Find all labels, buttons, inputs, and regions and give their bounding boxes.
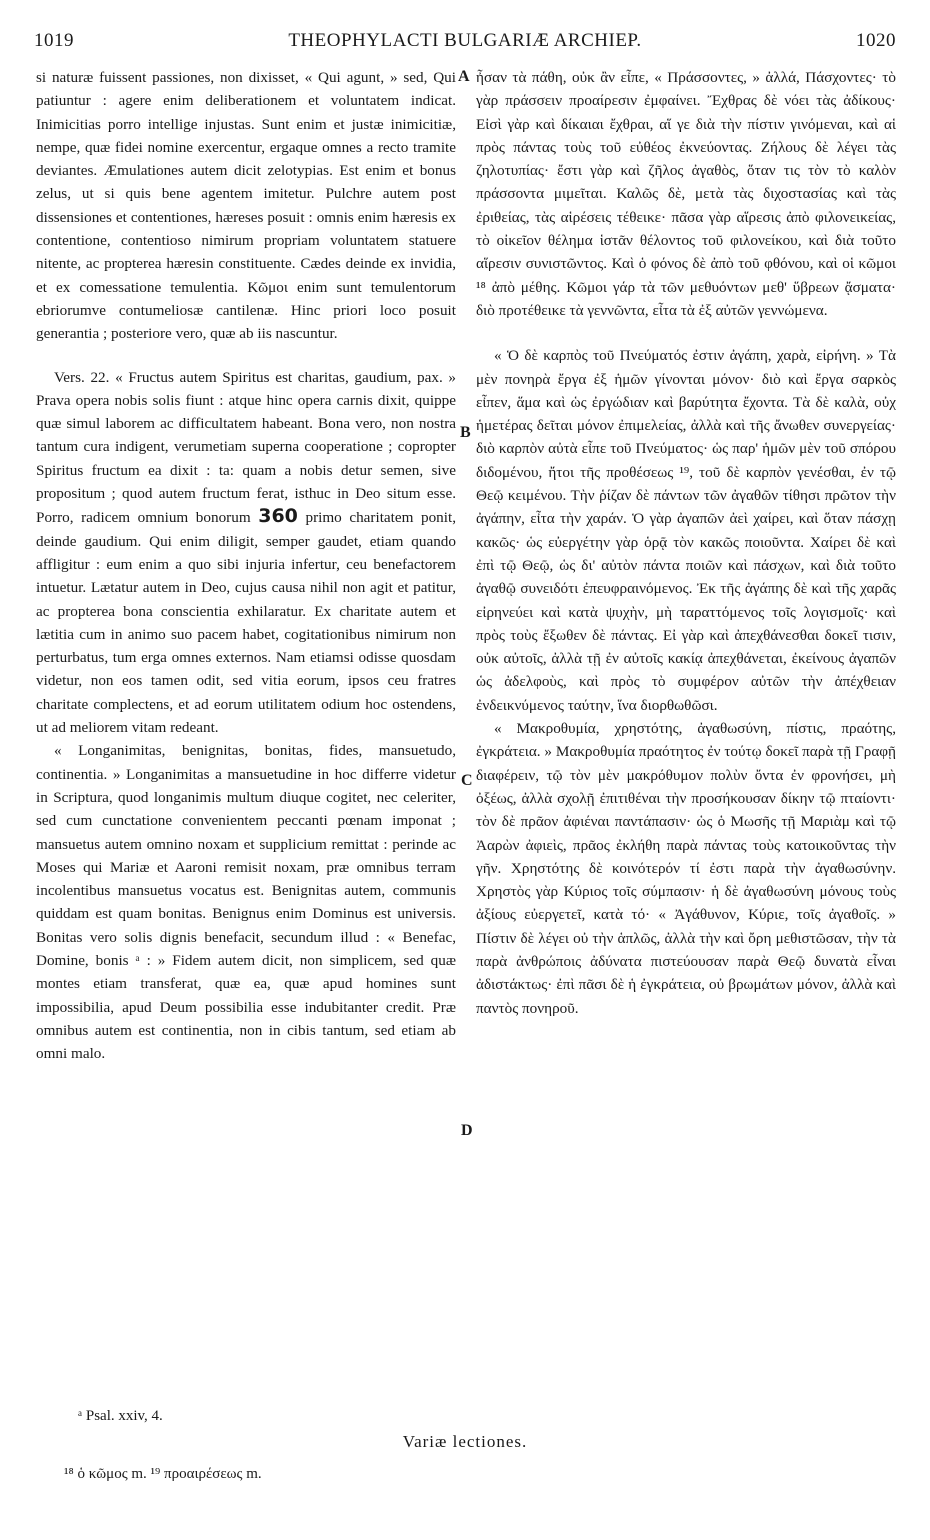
latin-paragraph-3: « Longanimitas, benignitas, bonitas, fides, mansuetudo, continentia. » Longanimitas a mansuetudine in hoc differre videtur in Scriptura, quod longanimis multum diuque cogitet, nec celeriter, sed cum cunctatione convenientem peccanti pœnam imponat ; mansuetus autem omnino noxam et supplicium remittat : perinde ac Moses qui Mariæ et Aaroni remisit noxam, præ omnibus terram incolentibus mansuetus vocatus est. Benignitas autem, communis quiddam est quam bonitas. Benignus enim Dominus est universis. Bonitas vero solis dignis benefacit, secundum illud : « Benefac, Domine, bonis ᵃ : » Fidem autem dicit, non simplicem, sed quæ montes etiam transferat, quæ ea, quæ apud homines sunt impossibilia, apud Deum possibilia esse indubitanter credit. Præ omnibus autem est continentia, non in cibis tantum, sed etiam ab omni malo.: [36, 742, 456, 1063]
running-title: THEOPHYLACTI BULGARIÆ ARCHIEP.: [288, 30, 642, 51]
page-number-right: 1020: [856, 30, 896, 51]
latin-paragraph-2: [36, 366, 456, 740]
margin-page-number: 360: [258, 505, 298, 528]
latin-paragraph-1: si naturæ fuissent passiones, non dixisset, « Qui agunt, » sed, Qui patiuntur : agere enim deliberationem et voluntatem indicat. Inimicitias porro intellige injustas. Sunt enim et justæ inimicitiæ, nempe, quæ fidei nomine exercentur, ergaque omnes a recto tramite deviantes. Æmulationes autem dicit zelotypias. Est enim et bonus zelus, ut si quis bene agentem imitetur. Pulchre autem post dissensiones et contentiones, hæreses posuit : omnis enim hæresis ex contentione, contentioso nimirum propriam voluntatem statuere nitente, ac propterea hæresin constituente. Cædes deinde ex invidia, et ex comessatione temulentia. Κῶμοι enim sunt temulentorum ebriorumve contumeliosæ cantilenæ. Hinc priori loco posuit generantia ; posteriore vero, quæ ab iis nascuntur.: [36, 69, 456, 343]
section-marker-c: C: [461, 772, 473, 789]
section-marker-a: A: [458, 68, 470, 85]
greek-paragraph-2: « Ὁ δὲ καρπὸς τοῦ Πνεύματός ἐστιν ἀγάπη, χαρὰ, εἰρήνη. » Τὰ μὲν πονηρὰ ἔργα ἐξ ἡμῶν γίνονται μόνον· διὸ καὶ ἔργα σαρκὸς εἶπεν, ἅμα καὶ ὡς ἐργώδιαν καὶ βαρύτητα ἔχοντα. Τὰ δὲ καλὰ, οὐχ ἡμετέρας δεῖται μόνον ἐπιμελείας, ἀλλὰ καὶ τῆς ἄνωθεν συνεργείας· διὸ καρπὸν αὐτὰ εἶπε τοῦ Πνεύματος· ὡς παρ' ἡμῶν μὲν τοῦ σπόρου διδομένου, ἤτοι τῆς προθέσεως ¹⁹, τοῦ δὲ καρπὸν γενέσθαι, ἐν τῷ Θεῷ κειμένου. Τὴν ῥίζαν δὲ πάντων τῶν ἀγαθῶν τίθησι πρῶτον τὴν ἀγάπην, εἶτα τὴν χαράν. Ὁ γὰρ ἀγαπῶν ἀεὶ χαίρει, καὶ ὅταν πάσχῃ κακῶς· ὡς εὐεργέτην γὰρ ὁρᾷ τὸν κακῶς ποιοῦντα. Χαίρει δὲ καὶ ἐπὶ τῷ Θεῷ, ὡς δι' αὐτὸν πάντα ποιῶν καὶ πάσχων, καὶ διὰ τοῦτο ἀγαθῷ συνειδότι ἐπευφραινόμενος. Ἐκ τῆς ἀγάπης δὲ καὶ τῆς χαρᾶς εἰρηνεύει καὶ κατὰ ψυχὴν, μὴ ταραττόμενος τοῖς λογισμοῖς· καὶ πρὸς τοὺς ἔξωθεν δὲ πάντας. Εἰ γὰρ καὶ ἀπεχθάνεσθαι δοκεῖ τισιν, οὐκ αὐτοῖς, ἀλλὰ τῇ ἐν αὐτοῖς κακίᾳ ἀπεχθάνεται, ἐκείνους ἀγαπῶν ὡς ἀδελφοὺς, καὶ πρὸς τὸ συμφέρον αὐτῶν τὴν ἀπέχθειαν ἐνδεικνύμενος ταύτην, ἵνα διορθωθῶσι.: [476, 347, 896, 714]
section-marker-d: D: [461, 1122, 473, 1139]
latin-paragraph-2-text-b: primo charitatem ponit, deinde gaudium. Qui enim diligit, semper gaudet, etiam quando affligitur : eum enim a quo sibi injuria infertur, ceu benefactorem intuetur. Lætatur autem in Deo, cujus causa nihil non agit et patitur, ac propterea bona conscientia exhilaratur. Ex charitate autem et lætitia cum in animo suo pacem habet, cogitationibus nimirum non perturbatus, tum erga omnes externos. Nam etiamsi odisse quosdam videtur, non eos tamen odit, sed vitia eorum, ipsos ceu fratres charitate complectens, et ad eorum utilitatem odium hoc ostendens, ut ad meliorem vitam redeant.: [36, 509, 457, 737]
page-header: [34, 30, 896, 56]
section-marker-b: B: [460, 424, 471, 441]
greek-column: [476, 66, 896, 1020]
page-number-left: 1019: [34, 30, 74, 51]
latin-paragraph-2-text-a: Vers. 22. « Fructus autem Spiritus est charitas, gaudium, pax. » Prava opera nobis solis fiunt : atque hinc opera carnis dixit, quippe quæ simul laborem ac difficultatem habeant. Bona vero, non nostra tantum cura indigent, verumetiam superna cooperatione ; copropter Spiritus fructum ea dixit : ta: quam a nobis detur semen, sive propositum ; quod autem fructum ferat, isthuc in Deo situm esse. Porro, radicem omnium bonorum: [36, 368, 456, 527]
latin-column: [36, 66, 456, 1065]
variae-lectiones-heading: Variæ lectiones.: [402, 1432, 528, 1451]
greek-paragraph-3: « Μακροθυμία, χρηστότης, ἀγαθωσύνη, πίστις, πραότης, ἐγκράτεια. » Μακροθυμία πραότητος ἐν τούτῳ δοκεῖ παρὰ τῇ Γραφῇ διαφέρειν, τῷ τὸν μὲν μακρόθυμον πολὺν ὄντα ἐν φρονήσει, μὴ ὀξέως, ἀλλὰ σχολῇ ἐπιτιθέναι τὴν προσήκουσαν δίκην τῷ πταίοντι· τὸν δὲ πρᾶον ἀφιέναι παντάπασιν· ὡς ὁ Μωσῆς τῇ Μαριὰμ καὶ τῷ Ἀαρὼν ἀφιεὶς, πρᾶος ἐκλήθη παρὰ πάντας τοὺς κατοικοῦντας τὴν γῆν. Χρηστότης δὲ κοινότερόν τί ἐστι παρὰ τὴν ἀγαθωσύνην. Χρηστὸς γὰρ Κύριος τοῖς σύμπασιν· ἡ δὲ ἀγαθωσύνη μόνους τοὺς ἀξίους εὐεργετεῖ, κατὰ τό· « Ἀγάθυνον, Κύριε, τοῖς ἀγαθοῖς. » Πίστιν δὲ λέγει οὐ τὴν ἁπλῶς, ἀλλὰ τὴν καὶ ὄρη μεθιστῶσαν, τὴν τὰ παρὰ ἀνθρώποις ἀδύνατα πιστεύουσαν παρὰ Θεῷ δυνατὰ εἶναι ἀδιστάκτως· ἐπὶ πᾶσι δὲ ἡ ἐγκράτεια, οὐ βρωμάτων μόνον, ἀλλὰ καὶ παντὸς πονηροῦ.: [476, 720, 896, 1017]
footnote: ᵃ Psal. xxiv, 4.: [78, 1408, 163, 1424]
greek-paragraph-1: ἦσαν τὰ πάθη, οὐκ ἂν εἶπε, « Πράσσοντες, » ἀλλά, Πάσχοντες· τὸ γὰρ πράσσειν προαίρεσιν ἐμφαίνει. Ἔχθρας δὲ νόει τὰς ἀδίκους· Εἰσὶ γὰρ καὶ δίκαιαι ἔχθραι, αἵ γε διὰ τὴν πίστιν γινόμεναι, καὶ αἱ πρὸς πάντας τοὺς τοῦ εὐθέος ἐκνεύοντας. Ζήλους δὲ λέγει τὰς ζηλοτυπίας· ἔστι γὰρ καὶ ζῆλος ἀγαθὸς, ὅταν τις τὸν τὸ καλὸν πράσσοντα μιμεῖται. Καλῶς δὲ, μετὰ τὰς διχοστασίας καὶ τὰς ἐριθείας, τὰς αἱρέσεις τέθεικε· πᾶσα γὰρ αἵρεσις ἀπὸ φιλονεικείας, τὸ οἰκεῖον θέλημα ἱστᾶν θέλοντος τοῦ φιλονείκου, καὶ διὰ τοῦτο αἵρεσιν συνιστῶντος. Καὶ ὁ φόνος δὲ ἀπὸ τοῦ φθόνου, καὶ οἱ κῶμοι ¹⁸ ἀπὸ μέθης. Κῶμοι γάρ τὰ τῶν μεθυόντων μεθ' ὕβρεων ᾄσματα· διὸ προτέθεικε τὰ γεννῶντα, εἶτα τὰ ἐξ αὐτῶν γεννώμενα.: [476, 69, 896, 319]
variant-readings: ¹⁸ ὁ κῶμος m. ¹⁹ προαιρέσεως m.: [64, 1466, 262, 1482]
